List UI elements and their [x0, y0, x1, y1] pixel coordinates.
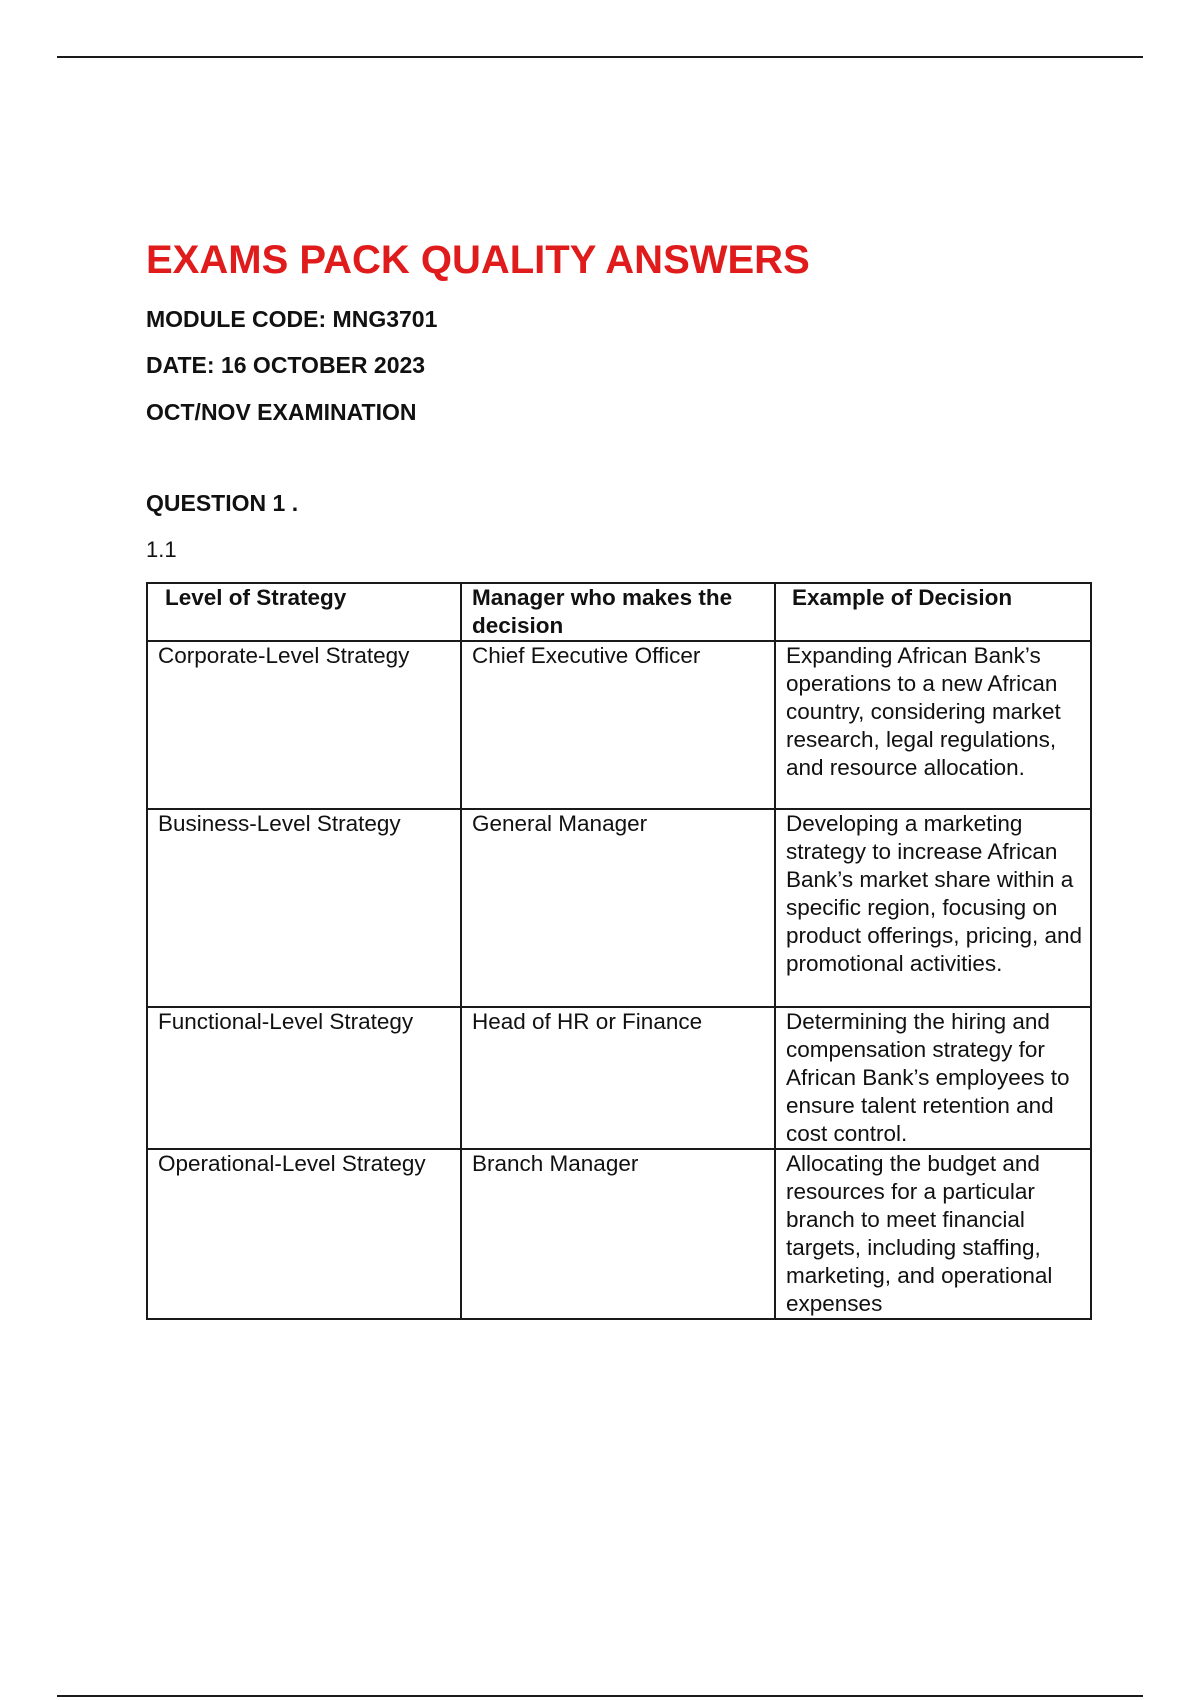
cell-example: Allocating the budget and resources for a particular branch to meet financial targets, including staffing, marketing, and operational expenses	[775, 1149, 1091, 1319]
cell-manager: Branch Manager	[461, 1149, 775, 1319]
examination-session: OCT/NOV EXAMINATION	[146, 399, 417, 425]
top-rule	[57, 56, 1143, 58]
cell-level: Operational-Level Strategy	[147, 1149, 461, 1319]
document-title: EXAMS PACK QUALITY ANSWERS	[146, 238, 810, 282]
header-manager: Manager who makes the decision	[461, 583, 775, 641]
cell-example: Expanding African Bank’s operations to a new African country, considering market research, legal regulations, and resource allocation.	[775, 641, 1091, 809]
sub-question-number: 1.1	[146, 537, 177, 562]
cell-level: Corporate-Level Strategy	[147, 641, 461, 809]
cell-example: Developing a marketing strategy to increase African Bank’s market share within a specific region, focusing on product offerings, pricing, and promotional activities.	[775, 809, 1091, 1007]
cell-manager: General Manager	[461, 809, 775, 1007]
header-example-of-decision: Example of Decision	[775, 583, 1091, 641]
cell-manager: Chief Executive Officer	[461, 641, 775, 809]
table-row	[147, 809, 1091, 1007]
strategy-table	[146, 582, 1092, 1320]
bottom-rule	[57, 1695, 1143, 1697]
cell-example: Determining the hiring and compensation strategy for African Bank’s employees to ensure talent retention and cost control.	[775, 1007, 1091, 1149]
module-code: MODULE CODE: MNG3701	[146, 306, 438, 332]
table-row	[147, 641, 1091, 809]
header-level-of-strategy: Level of Strategy	[147, 583, 461, 641]
cell-level: Functional-Level Strategy	[147, 1007, 461, 1149]
table-row	[147, 1007, 1091, 1149]
question-heading	[146, 490, 298, 517]
cell-manager: Head of HR or Finance	[461, 1007, 775, 1149]
table-header-row	[147, 583, 1091, 641]
table-row	[147, 1149, 1091, 1319]
exam-date: DATE: 16 OCTOBER 2023	[146, 352, 426, 378]
cell-level: Business-Level Strategy	[147, 809, 461, 1007]
question-heading-text: QUESTION 1 .	[146, 490, 299, 516]
